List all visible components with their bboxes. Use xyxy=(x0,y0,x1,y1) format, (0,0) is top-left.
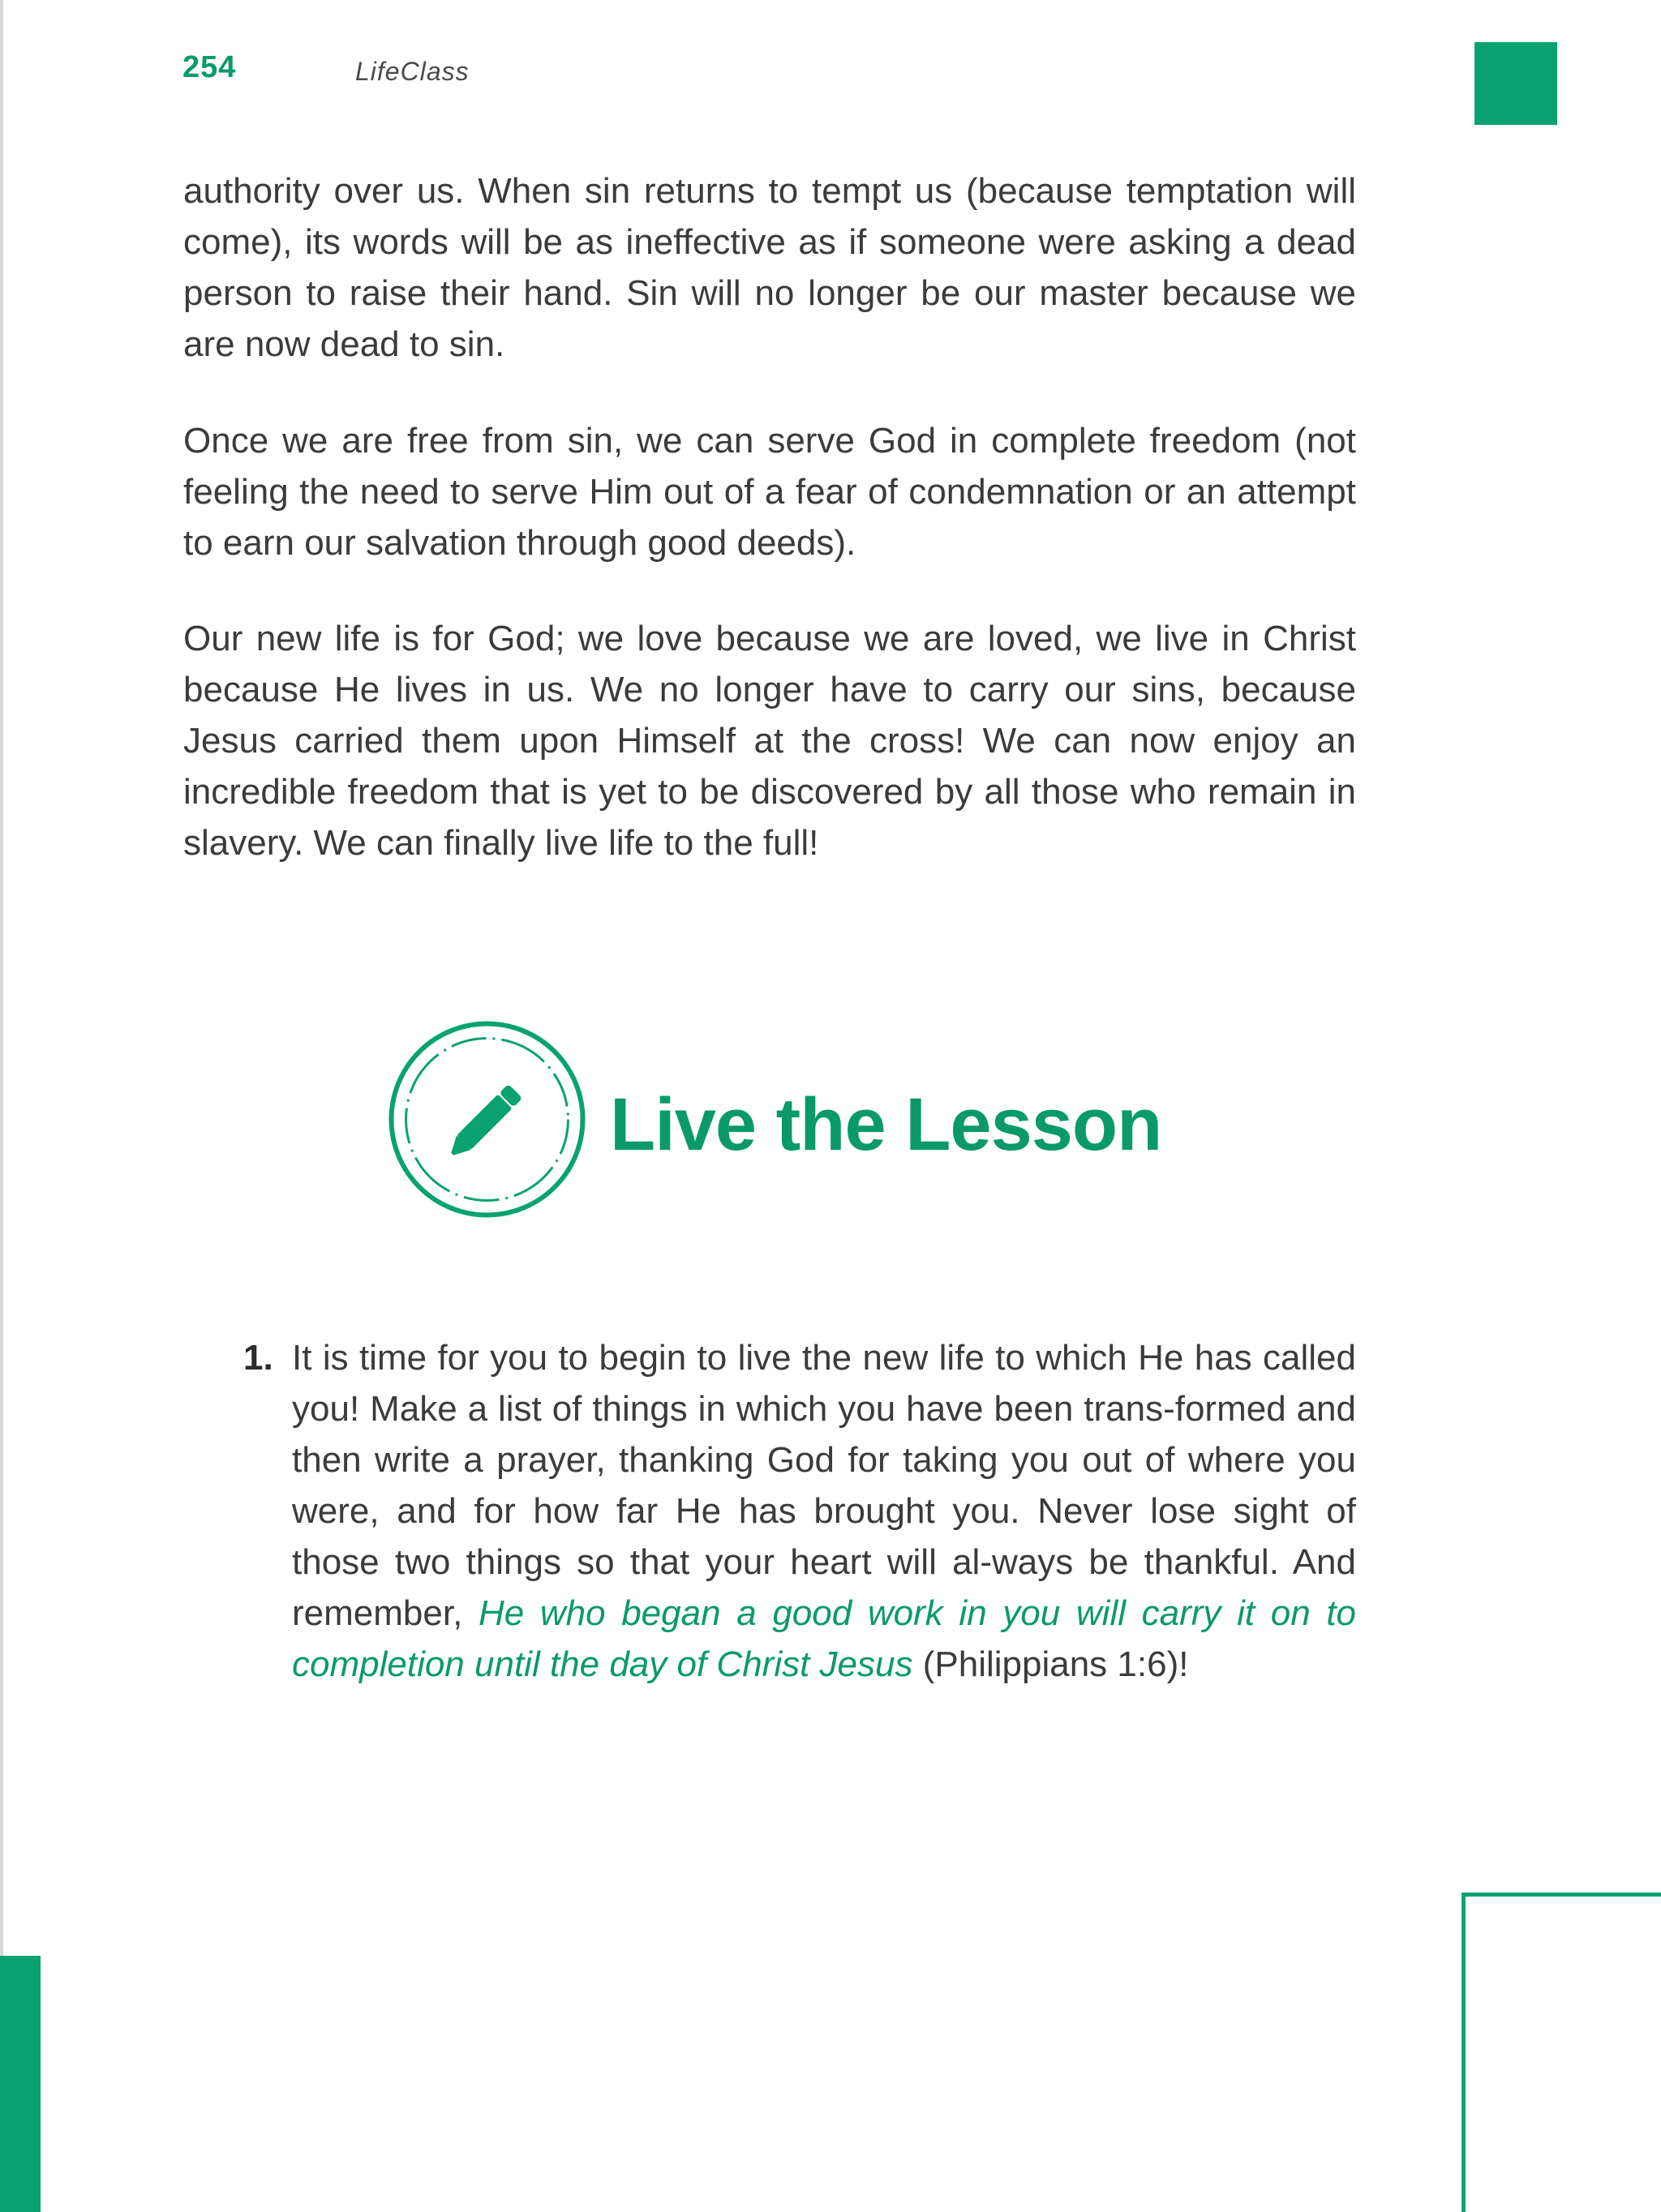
paragraph-1: authority over us. When sin returns to tempt us (because temptation will come), its words will be as ineffective as if someone were asking a dead person to raise their hand. Sin will no longer be our master because we are now dead to sin. xyxy=(183,171,1356,364)
page-number: 254 xyxy=(182,50,237,84)
scripture-citation: (Philippians 1:6)! xyxy=(912,1644,1189,1684)
corner-marker xyxy=(1474,42,1557,125)
bottom-right-frame xyxy=(1461,1893,1661,2212)
pencil-circle-icon xyxy=(388,1020,586,1219)
section-title: Live the Lesson xyxy=(610,1083,1162,1166)
list-text-main: It is time for you to begin to live the new life to which He has called you! Make a list of things in which you have been trans-formed and then write a prayer, thanking God for taking you out of where you were, and for how far He has brought you. Never lose sight of those two things so that your heart will al-ways be thankful. And remember, xyxy=(292,1338,1356,1633)
paragraph-3: Our new life is for God; we love because we are loved, we live in Christ because He lives in us. We no longer have to carry our sins, because Jesus carried them upon Himself at the cross! We can now enjoy an incredible freedom that is yet to be discovered by all those who remain in slavery. We can finally live life to the full! xyxy=(183,619,1356,863)
bottom-left-bar xyxy=(0,1956,41,2212)
list-text xyxy=(292,1332,1356,1690)
list-number: 1. xyxy=(243,1338,273,1378)
page-edge xyxy=(0,0,3,2212)
scripture-quote: He who began a good work in you will carry it on to completion until the day of Christ Jesus xyxy=(292,1593,1357,1684)
running-head: LifeClass xyxy=(355,57,470,86)
paragraph-2: Once we are free from sin, we can serve God in complete freedom (not feeling the need to serve Him out of a fear of condemnation or an attempt to earn our salvation through good deeds). xyxy=(183,421,1356,563)
